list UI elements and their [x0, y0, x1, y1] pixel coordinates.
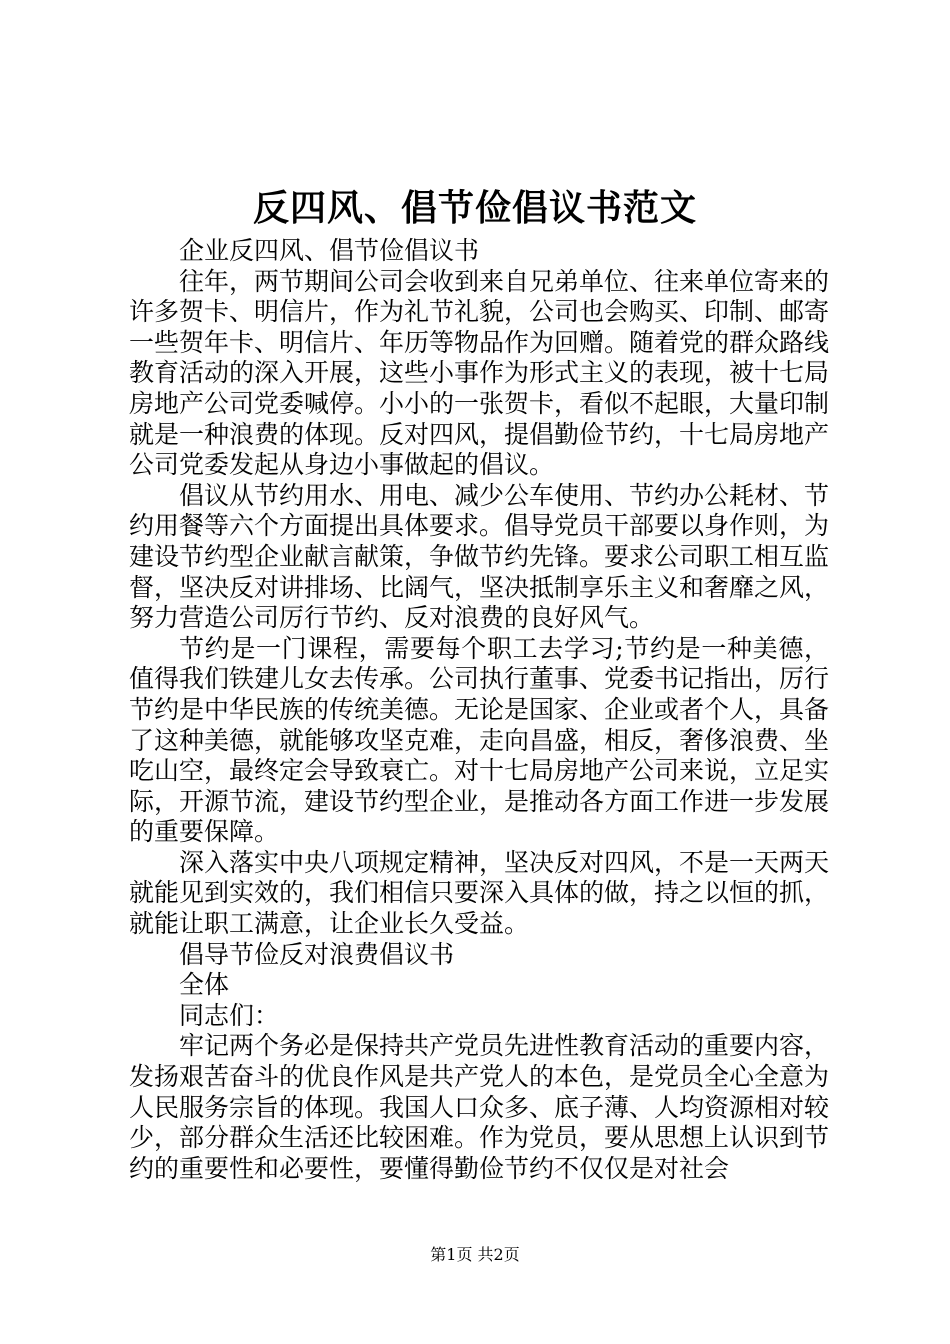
paragraph: 倡议从节约用水、用电、减少公车使用、节约办公耗材、节约用餐等六个方面提出具体要求。倡导党员干部要以身作则，为建设节约型企业献言献策，争做节约先锋。要求公司职工相互监督，坚决反对讲排场、比阔气，坚决抵制享乐主义和奢靡之风，努力营造公司厉行节约、反对浪费的良好风气。 [129, 480, 830, 633]
paragraph-heading-2: 倡导节俭反对浪费倡议书 [179, 939, 455, 969]
paragraph: 节约是一门课程，需要每个职工去学习;节约是一种美德，值得我们铁建儿女去传承。公司执行董事、党委书记指出，厉行节约是中华民族的传统美德。无论是国家、企业或者个人，具备了这种美德，就能够攻坚克难，走向昌盛，相反，奢侈浪费、坐吃山空，最终定会导致衰亡。对十七局房地产公司来说，立足实际，开源节流，建设节约型企业，是推动各方面工作进一步发展的重要保障。 [129, 633, 830, 847]
paragraph: 往年，两节期间公司会收到来自兄弟单位、往来单位寄来的许多贺卡、明信片，作为礼节礼貌，公司也会购买、印制、邮寄一些贺年卡、明信片、年历等物品作为回赠。随着党的群众路线教育活动的深入开展，这些小事作为形式主义的表现，被十七局房地产公司党委喊停。小小的一张贺卡，看似不起眼，大量印制就是一种浪费的体现。反对四风，提倡勤俭节约，十七局房地产公司党委发起从身边小事做起的倡议。 [129, 266, 830, 480]
paragraph: 深入落实中央八项规定精神，坚决反对四风，不是一天两天就能见到实效的，我们相信只要深入具体的做，持之以恒的抓，就能让职工满意，让企业长久受益。 [129, 847, 830, 939]
paragraph-heading-1: 企业反四风、倡节俭倡议书 [179, 236, 480, 265]
document-title: 反四风、倡节俭倡议书范文 [252, 187, 697, 229]
page-footer: 第1页 共2页 [430, 1245, 520, 1264]
document-body [129, 236, 829, 1184]
salutation-line: 全体 [179, 970, 230, 1000]
paragraph: 牢记两个务必是保持共产党员先进性教育活动的重要内容，发扬艰苦奋斗的优良作风是共产党人的本色，是党员全心全意为人民服务宗旨的体现。我国人口众多、底子薄、人均资源相对较少，部分群众生活还比较困难。作为党员，要从思想上认识到节约的重要性和必要性，要懂得勤俭节约不仅仅是对社会 [129, 1031, 830, 1183]
salutation-line: 同志们： [179, 1000, 280, 1030]
